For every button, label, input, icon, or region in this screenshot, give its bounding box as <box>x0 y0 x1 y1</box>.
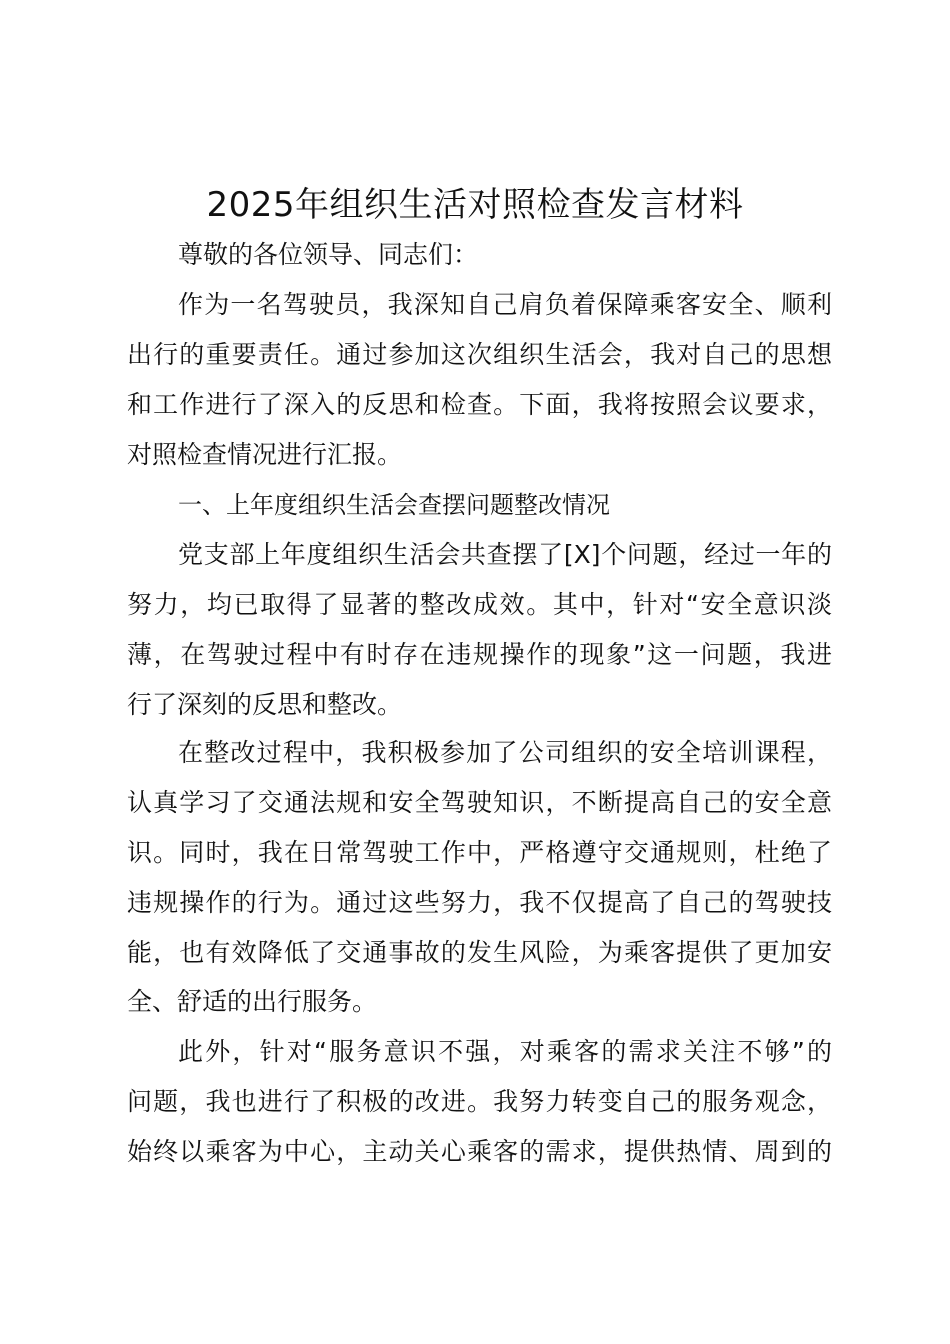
paragraph-line: 问题，我也进行了积极的改进。我努力转变自己的服务观念， <box>127 1087 832 1116</box>
paragraph-line: 此外，针对“服务意识不强，对乘客的需求关注不够”的 <box>178 1037 832 1066</box>
paragraph-line: 作为一名驾驶员，我深知自己肩负着保障乘客安全、顺利 <box>178 290 832 319</box>
salutation: 尊敬的各位领导、同志们： <box>178 240 479 269</box>
paragraph-line: 全、舒适的出行服务。 <box>127 987 378 1016</box>
paragraph-line: 努力，均已取得了显著的整改成效。其中，针对“安全意识淡 <box>127 590 832 619</box>
paragraph-line: 薄，在驾驶过程中有时存在违规操作的现象”这一问题，我进 <box>127 640 832 669</box>
paragraph-line: 始终以乘客为中心，主动关心乘客的需求，提供热情、周到的 <box>127 1137 832 1166</box>
paragraph-line: 行了深刻的反思和整改。 <box>127 690 403 719</box>
document-title: 2025年组织生活对照检查发言材料 <box>206 185 744 225</box>
paragraph-line: 识。同时，我在日常驾驶工作中，严格遵守交通规则，杜绝了 <box>127 838 832 867</box>
paragraph-line: 认真学习了交通法规和安全驾驶知识，不断提高自己的安全意 <box>127 788 832 817</box>
paragraph-line: 违规操作的行为。通过这些努力，我不仅提高了自己的驾驶技 <box>127 888 832 917</box>
paragraph-line: 党支部上年度组织生活会共查摆了[X]个问题，经过一年的 <box>178 540 832 569</box>
paragraph-line: 在整改过程中，我积极参加了公司组织的安全培训课程， <box>178 738 832 767</box>
paragraph-line: 和工作进行了深入的反思和检查。下面，我将按照会议要求， <box>127 390 832 419</box>
paragraph-line: 对照检查情况进行汇报。 <box>127 440 403 469</box>
paragraph-line: 能，也有效降低了交通事故的发生风险，为乘客提供了更加安 <box>127 938 832 967</box>
section-heading: 一、上年度组织生活会查摆问题整改情况 <box>178 491 610 519</box>
paragraph-line: 出行的重要责任。通过参加这次组织生活会，我对自己的思想 <box>127 340 832 369</box>
